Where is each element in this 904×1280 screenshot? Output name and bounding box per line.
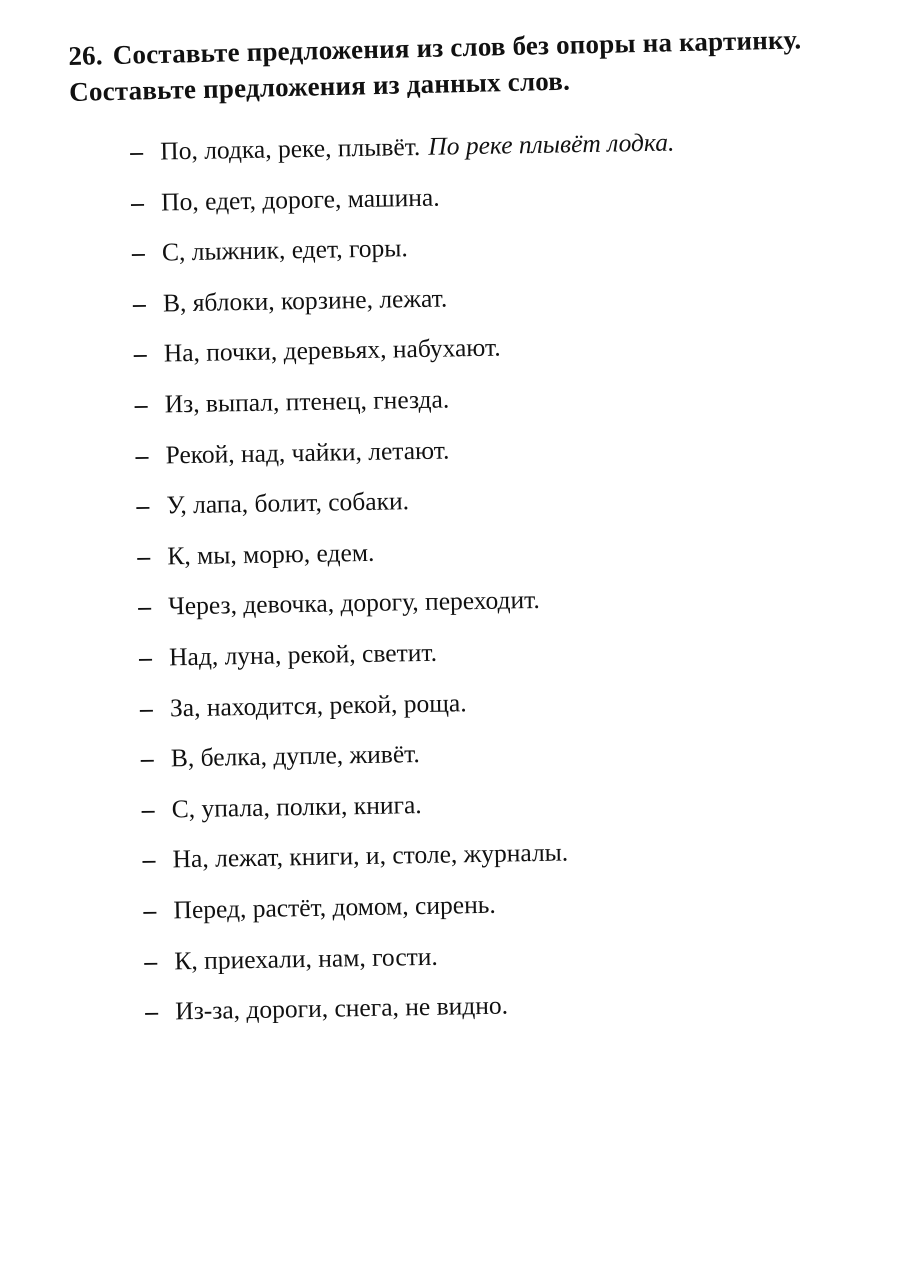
list-dash: –: [130, 187, 145, 217]
word-set: Из-за, дороги, снега, не видно.: [175, 990, 509, 1026]
example-answer: По реке плывёт лодка.: [428, 127, 675, 161]
list-dash: –: [142, 844, 156, 875]
list-dash: –: [138, 642, 153, 672]
word-set: На, почки, деревьях, набухают.: [163, 332, 501, 368]
exercise-title: Составьте предложения из слов без опоры на картинку.: [112, 24, 802, 70]
word-set: По, едет, дороге, машина.: [160, 182, 440, 217]
word-set: У, лапа, болит, собаки.: [166, 486, 410, 520]
list-dash: –: [132, 288, 146, 318]
exercise-header: [68, 19, 889, 110]
word-set: В, яблоки, корзине, лежат.: [162, 283, 448, 318]
list-dash: –: [135, 440, 149, 470]
list-dash: –: [137, 592, 152, 622]
word-set: Над, луна, рекой, светит.: [168, 637, 438, 672]
list-dash: –: [136, 490, 150, 521]
list-dash: –: [143, 895, 157, 925]
word-set: С, лыжник, едет, горы.: [161, 233, 408, 267]
exercise-subtitle: Составьте предложения из данных слов.: [68, 65, 571, 107]
word-set: Перед, растёт, домом, сирень.: [173, 889, 496, 925]
word-set: Через, девочка, дорогу, переходит.: [167, 585, 541, 621]
word-set: По, лодка, реке, плывёт.: [160, 131, 421, 166]
list-dash: –: [144, 946, 158, 976]
word-set: Из, выпал, птенец, гнезда.: [164, 384, 450, 419]
word-set: С, упала, полки, книга.: [171, 789, 422, 824]
word-set: К, приехали, нам, гости.: [174, 941, 439, 975]
word-set: На, лежат, книги, и, столе, журналы.: [172, 837, 569, 874]
list-dash: –: [145, 996, 159, 1026]
word-set: В, белка, дупле, живёт.: [170, 739, 420, 773]
list-dash: –: [130, 136, 144, 166]
list-dash: –: [134, 389, 148, 419]
word-set: За, находится, рекой, роща.: [169, 687, 467, 722]
word-set: К, мы, морю, едем.: [167, 537, 375, 571]
list-dash: –: [133, 339, 147, 369]
exercise-list: [130, 123, 866, 1046]
list-dash: –: [139, 693, 153, 723]
word-set: Рекой, над, чайки, летают.: [165, 435, 450, 469]
list-dash: –: [141, 794, 155, 824]
list-dash: –: [137, 541, 151, 571]
list-dash: –: [140, 743, 154, 774]
exercise-number: 26.: [68, 40, 104, 71]
list-dash: –: [131, 237, 146, 268]
